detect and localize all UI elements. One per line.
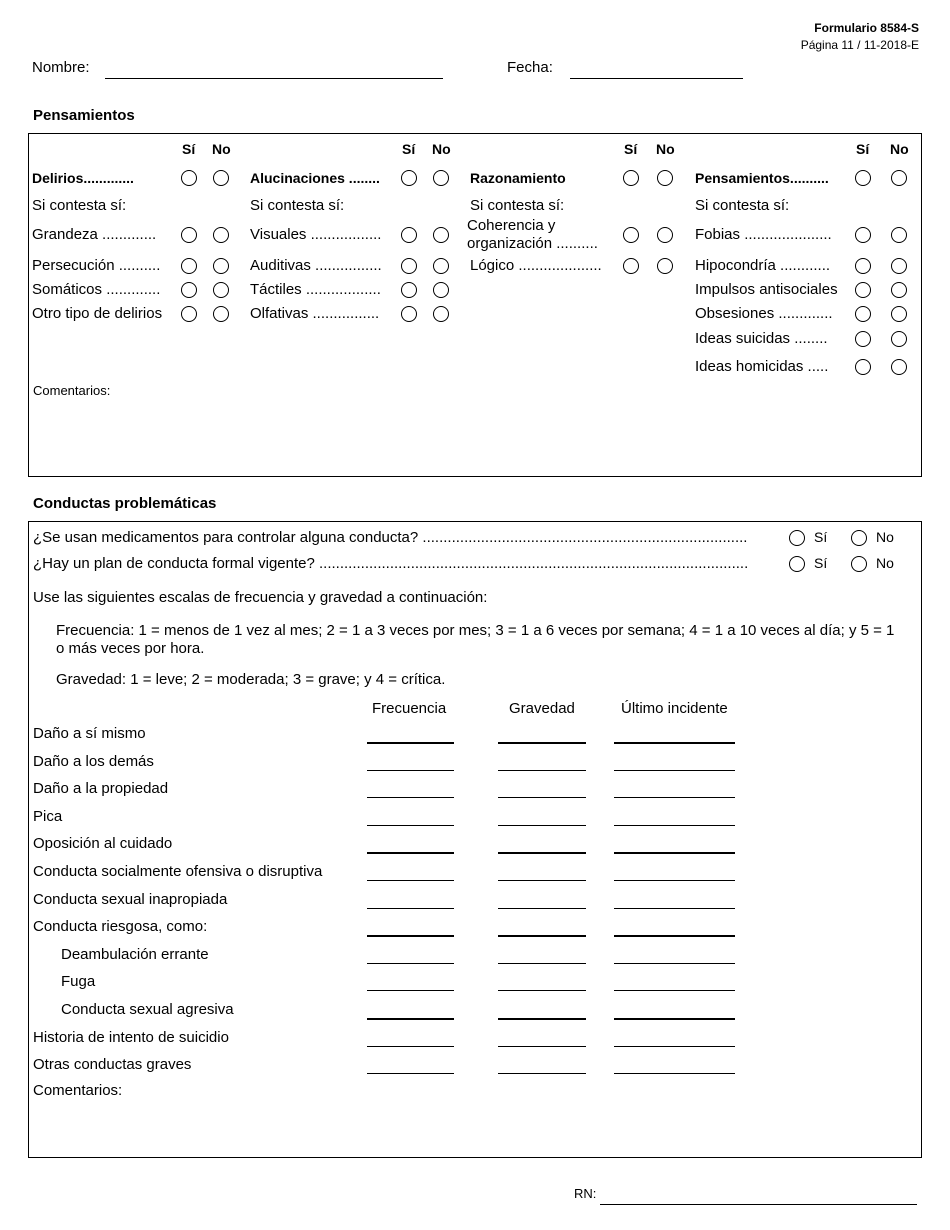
si-radio[interactable] xyxy=(401,170,417,186)
no-radio[interactable] xyxy=(657,170,673,186)
no-radio[interactable] xyxy=(213,282,229,298)
no-radio[interactable] xyxy=(891,359,907,375)
category-label: Delirios............. xyxy=(32,170,134,186)
gravedad-field[interactable] xyxy=(498,852,586,854)
pensamientos-comentarios-label: Comentarios: xyxy=(33,383,111,398)
no-radio[interactable] xyxy=(433,282,449,298)
no-header: No xyxy=(432,141,451,157)
item-label: Obsesiones ............. xyxy=(695,305,833,322)
no-radio[interactable] xyxy=(891,306,907,322)
pensamientos-title: Pensamientos xyxy=(33,107,135,124)
frecuencia-field[interactable] xyxy=(367,963,454,964)
no-option-label: No xyxy=(876,555,894,571)
frecuencia-field[interactable] xyxy=(367,825,454,826)
category-label: Razonamiento xyxy=(470,170,566,186)
item-label: Coherencia y xyxy=(467,217,556,234)
ultimo-incidente-field[interactable] xyxy=(614,963,735,964)
no-radio[interactable] xyxy=(891,227,907,243)
frecuencia-field[interactable] xyxy=(367,770,454,771)
behavior-label: Otras conductas graves xyxy=(33,1056,192,1074)
no-radio[interactable] xyxy=(891,331,907,347)
si-radio[interactable] xyxy=(181,170,197,186)
conductas-comentarios-label: Comentarios: xyxy=(33,1082,123,1099)
gravedad-field[interactable] xyxy=(498,825,586,826)
ultimo-incidente-field[interactable] xyxy=(614,852,735,854)
no-radio[interactable] xyxy=(213,227,229,243)
category-label: Alucinaciones ........ xyxy=(250,170,380,186)
question-label: ¿Hay un plan de conducta formal vigente? ....................................................................................................... xyxy=(33,555,749,572)
si-radio[interactable] xyxy=(401,227,417,243)
ultimo-incidente-field[interactable] xyxy=(614,990,735,991)
si-radio[interactable] xyxy=(181,306,197,322)
ultimo-incidente-field[interactable] xyxy=(614,1046,735,1047)
no-radio[interactable] xyxy=(657,227,673,243)
si-radio[interactable] xyxy=(623,227,639,243)
gravedad-field[interactable] xyxy=(498,990,586,991)
gravedad-field[interactable] xyxy=(498,797,586,798)
col-header-ultimo-incidente: Último incidente xyxy=(621,700,728,717)
gravedad-scale: Gravedad: 1 = leve; 2 = moderada; 3 = grave; y 4 = crítica. xyxy=(56,671,446,688)
si-radio[interactable] xyxy=(623,170,639,186)
no-radio[interactable] xyxy=(891,282,907,298)
fecha-field[interactable] xyxy=(570,78,743,79)
gravedad-field[interactable] xyxy=(498,1073,586,1074)
item-label: Si contesta sí: xyxy=(470,197,565,214)
behavior-label: Oposición al cuidado xyxy=(33,835,173,853)
item-label: Visuales ................. xyxy=(250,226,382,243)
gravedad-field[interactable] xyxy=(498,1046,586,1047)
frecuencia-field[interactable] xyxy=(367,1046,454,1047)
behavior-label: Conducta sexual agresiva xyxy=(61,1001,234,1018)
col-header-frecuencia: Frecuencia xyxy=(372,700,447,717)
frecuencia-scale-line1: Frecuencia: 1 = menos de 1 vez al mes; 2 = 1 a 3 veces por mes; 3 = 1 a 6 veces por semana; 4 = 1 a 10 veces al día; y 5 = 1 xyxy=(56,622,895,639)
frecuencia-field[interactable] xyxy=(367,742,454,744)
si-radio[interactable] xyxy=(401,258,417,274)
no-radio[interactable] xyxy=(213,258,229,274)
gravedad-field[interactable] xyxy=(498,742,586,744)
no-radio[interactable] xyxy=(433,227,449,243)
si-option-label: Sí xyxy=(814,529,828,545)
no-radio[interactable] xyxy=(213,170,229,186)
behavior-label: Fuga xyxy=(61,973,96,991)
item-label: Auditivas ................ xyxy=(250,257,382,274)
question-label: ¿Se usan medicamentos para controlar alguna conducta? .............................................................................. xyxy=(33,529,748,546)
item-label: Si contesta sí: xyxy=(695,197,790,214)
frecuencia-field[interactable] xyxy=(367,908,454,909)
behavior-label: Daño a sí mismo xyxy=(33,725,146,742)
frecuencia-field[interactable] xyxy=(367,990,454,991)
no-header: No xyxy=(656,141,675,157)
no-radio[interactable] xyxy=(433,258,449,274)
item-label: Ideas homicidas ..... xyxy=(695,358,829,375)
ultimo-incidente-field[interactable] xyxy=(614,1018,735,1020)
category-label: Pensamientos.......... xyxy=(695,170,829,186)
si-radio[interactable] xyxy=(855,282,871,298)
item-label: Impulsos antisociales xyxy=(695,281,838,298)
behavior-label: Historia de intento de suicidio xyxy=(33,1028,229,1046)
scales-intro: Use las siguientes escalas de frecuencia y gravedad a continuación: xyxy=(33,589,488,606)
frecuencia-scale-line2: o más veces por hora. xyxy=(56,640,205,657)
ultimo-incidente-field[interactable] xyxy=(614,825,735,826)
item-label: Olfativas ................ xyxy=(250,305,380,322)
no-option-label: No xyxy=(876,529,894,545)
item-label: Otro tipo de delirios xyxy=(32,305,163,322)
item-label: Lógico .................... xyxy=(470,257,602,274)
nombre-field[interactable] xyxy=(105,78,443,79)
no-radio[interactable] xyxy=(433,170,449,186)
si-radio[interactable] xyxy=(855,227,871,243)
si-radio[interactable] xyxy=(855,331,871,347)
item-label: Si contesta sí: xyxy=(32,197,127,214)
frecuencia-field[interactable] xyxy=(367,935,454,937)
si-radio[interactable] xyxy=(789,530,805,546)
si-header: Sí xyxy=(624,141,638,157)
ultimo-incidente-field[interactable] xyxy=(614,797,735,798)
si-radio[interactable] xyxy=(181,282,197,298)
gravedad-field[interactable] xyxy=(498,935,586,937)
form-number: Formulario 8584-S xyxy=(814,21,919,35)
item-label: Persecución .......... xyxy=(32,257,161,274)
ultimo-incidente-field[interactable] xyxy=(614,908,735,909)
item-label: Si contesta sí: xyxy=(250,197,345,214)
si-radio[interactable] xyxy=(855,359,871,375)
ultimo-incidente-field[interactable] xyxy=(614,935,735,937)
no-radio[interactable] xyxy=(851,530,867,546)
behavior-label: Conducta sexual inapropiada xyxy=(33,890,228,908)
gravedad-field[interactable] xyxy=(498,908,586,909)
si-header: Sí xyxy=(856,141,870,157)
gravedad-field[interactable] xyxy=(498,880,586,881)
item-label-cont: organización .......... xyxy=(467,235,598,252)
no-radio[interactable] xyxy=(657,258,673,274)
rn-label: RN: xyxy=(574,1186,597,1201)
si-radio[interactable] xyxy=(401,282,417,298)
frecuencia-field[interactable] xyxy=(367,1073,454,1074)
gravedad-field[interactable] xyxy=(498,963,586,964)
si-radio[interactable] xyxy=(181,258,197,274)
si-radio[interactable] xyxy=(623,258,639,274)
si-radio[interactable] xyxy=(855,170,871,186)
si-header: Sí xyxy=(402,141,416,157)
behavior-label: Daño a los demás xyxy=(33,752,154,770)
item-label: Grandeza ............. xyxy=(32,226,157,243)
si-radio[interactable] xyxy=(401,306,417,322)
si-radio[interactable] xyxy=(181,227,197,243)
nombre-label: Nombre: xyxy=(32,59,90,76)
gravedad-field[interactable] xyxy=(498,1018,586,1020)
si-option-label: Sí xyxy=(814,555,828,571)
frecuencia-field[interactable] xyxy=(367,852,454,854)
no-header: No xyxy=(212,141,231,157)
no-radio[interactable] xyxy=(433,306,449,322)
item-label: Táctiles .................. xyxy=(250,281,381,298)
conductas-title: Conductas problemáticas xyxy=(33,495,217,512)
si-radio[interactable] xyxy=(855,306,871,322)
frecuencia-field[interactable] xyxy=(367,797,454,798)
item-label: Somáticos ............. xyxy=(32,281,161,298)
behavior-label: Deambulación errante xyxy=(61,945,209,963)
item-label: Ideas suicidas ........ xyxy=(695,330,828,347)
si-header: Sí xyxy=(182,141,196,157)
frecuencia-field[interactable] xyxy=(367,1018,454,1020)
rn-signature-field[interactable] xyxy=(600,1204,917,1205)
behavior-label: Conducta socialmente ofensiva o disruptiva xyxy=(33,863,323,880)
ultimo-incidente-field[interactable] xyxy=(614,770,735,771)
no-radio[interactable] xyxy=(891,258,907,274)
ultimo-incidente-field[interactable] xyxy=(614,1073,735,1074)
no-radio[interactable] xyxy=(213,306,229,322)
si-radio[interactable] xyxy=(855,258,871,274)
fecha-label: Fecha: xyxy=(507,59,553,76)
item-label: Hipocondría ............ xyxy=(695,257,831,274)
ultimo-incidente-field[interactable] xyxy=(614,880,735,881)
item-label: Fobias ..................... xyxy=(695,226,832,243)
frecuencia-field[interactable] xyxy=(367,880,454,881)
si-radio[interactable] xyxy=(789,556,805,572)
gravedad-field[interactable] xyxy=(498,770,586,771)
col-header-gravedad: Gravedad xyxy=(509,700,575,717)
no-radio[interactable] xyxy=(851,556,867,572)
behavior-label: Daño a la propiedad xyxy=(33,780,169,798)
page-info: Página 11 / 11-2018-E xyxy=(800,38,919,52)
ultimo-incidente-field[interactable] xyxy=(614,742,735,744)
behavior-label: Pica xyxy=(33,807,63,825)
no-header: No xyxy=(890,141,909,157)
behavior-label: Conducta riesgosa, como: xyxy=(33,918,208,936)
no-radio[interactable] xyxy=(891,170,907,186)
